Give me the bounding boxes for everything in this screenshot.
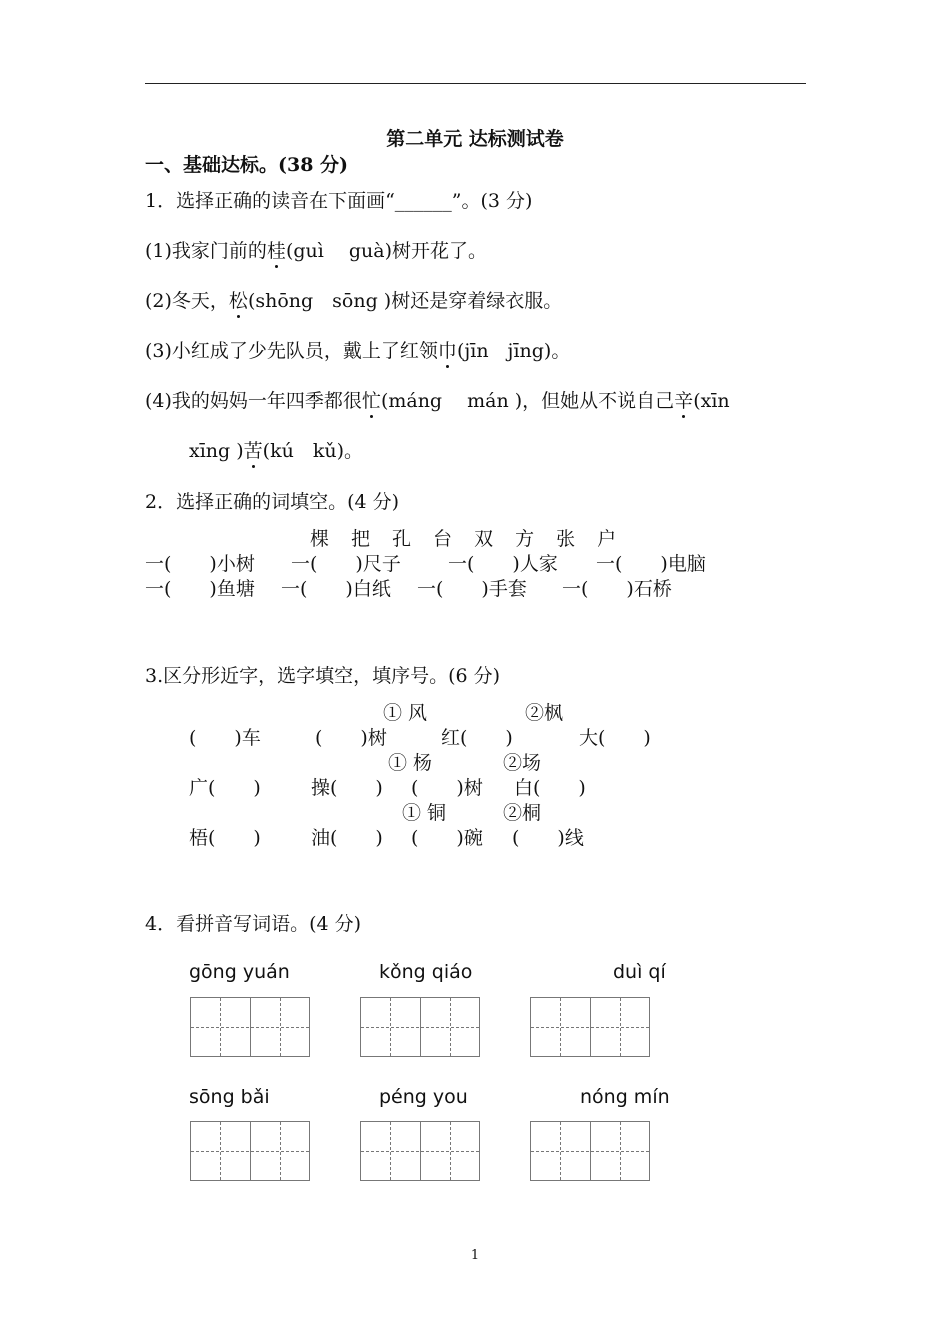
q2-word: 棵	[310, 528, 330, 550]
q1-item-5-pre: xīng )	[189, 440, 244, 462]
q1-item-2-post: (shōng sōng )树还是穿着绿衣服。	[247, 290, 563, 312]
q1-item-4-pre: (4)我的妈妈一年四季都很	[145, 390, 362, 412]
q3-options-1a: ① 风	[383, 702, 428, 724]
q3-options-2a: ① 杨	[388, 752, 433, 774]
q1-prompt: 1．选择正确的读音在下面画“______”。(3 分)	[145, 190, 533, 212]
q2-word: 台	[433, 528, 453, 550]
q2-prompt: 2．选择正确的词填空。(4 分)	[145, 491, 400, 513]
q3-blank: ( )树	[411, 777, 483, 799]
section-heading: 一、基础达标。(38 分)	[145, 154, 349, 176]
q3-blank: ( )车	[189, 727, 261, 749]
q4-pinyin: gōng yuán	[189, 961, 290, 983]
q3-blank: 梧( )	[189, 827, 261, 849]
q3-blank: ( )线	[512, 827, 584, 849]
page-number: 1	[470, 1248, 480, 1263]
q4-pinyin: péng you	[379, 1086, 468, 1108]
writing-grid[interactable]	[190, 997, 310, 1057]
q4-pinyin: kǒng qiáo	[379, 961, 473, 983]
q1-item-3-pre: (3)小红成了少先队员，戴上了红领	[145, 340, 438, 362]
q2-blank: 一( )白纸	[281, 578, 391, 600]
q3-options-3b: ②桐	[503, 802, 542, 824]
q1-item-4	[145, 386, 730, 413]
q2-blank: 一( )鱼塘	[145, 578, 255, 600]
q3-blank: 大( )	[579, 727, 651, 749]
q4-pinyin: duì qí	[613, 961, 666, 983]
q3-blank: 广( )	[189, 777, 261, 799]
q1-item-3-post: (jīn jīng)。	[456, 340, 571, 362]
q4-pinyin: sōng bǎi	[189, 1086, 270, 1108]
q1-item-5-dotted-char: 苦	[244, 436, 263, 463]
q2-word-bank	[310, 524, 638, 551]
q1-item-4-cont	[189, 436, 363, 463]
writing-grid[interactable]	[360, 997, 480, 1057]
q1-item-1-post: (guì guà)树开花了。	[285, 240, 488, 262]
q3-options-1b: ②枫	[525, 702, 564, 724]
q2-word: 户	[597, 528, 617, 550]
q1-item-4-dotted-char: 忙	[362, 386, 381, 413]
q2-blank: 一( )小树	[145, 553, 255, 575]
q1-item-4-mid: (máng mán )，但她从不说自己	[380, 390, 675, 412]
header-rule	[145, 83, 806, 84]
q2-word: 方	[515, 528, 535, 550]
q3-blank: ( )碗	[411, 827, 483, 849]
q1-item-4-post: (xīn	[693, 390, 730, 412]
q2-word: 把	[351, 528, 371, 550]
q3-blank: 操( )	[311, 777, 383, 799]
q2-blank: 一( )电脑	[596, 553, 706, 575]
q2-blank: 一( )人家	[448, 553, 558, 575]
q1-item-2-pre: (2)冬天，	[145, 290, 229, 312]
q2-blank: 一( )手套	[417, 578, 527, 600]
q3-options-3a: ① 铜	[402, 802, 447, 824]
q2-blank: 一( )石桥	[562, 578, 672, 600]
q1-item-3-dotted-char: 巾	[438, 336, 457, 363]
q1-item-4-dotted-char-2: 辛	[674, 386, 693, 413]
page-title: 第二单元 达标测试卷	[386, 128, 564, 150]
writing-grid[interactable]	[530, 1121, 650, 1181]
q1-item-3	[145, 336, 570, 363]
q1-item-5-post: (kú kǔ)。	[262, 440, 363, 462]
q2-word: 孔	[392, 528, 412, 550]
q3-prompt: 3.区分形近字，选字填空，填序号。(6 分)	[145, 665, 501, 687]
q1-item-2	[145, 286, 562, 313]
q2-word: 张	[556, 528, 576, 550]
writing-grid[interactable]	[530, 997, 650, 1057]
q2-blank: 一( )尺子	[291, 553, 401, 575]
writing-grid[interactable]	[190, 1121, 310, 1181]
writing-grid[interactable]	[360, 1121, 480, 1181]
q2-word: 双	[474, 528, 494, 550]
q4-pinyin: nóng mín	[580, 1086, 670, 1108]
q1-item-1-pre: (1)我家门前的	[145, 240, 267, 262]
q3-blank: 红( )	[441, 727, 513, 749]
q3-blank: 白( )	[514, 777, 586, 799]
q1-item-1	[145, 236, 487, 263]
q1-item-2-dotted-char: 松	[229, 286, 248, 313]
q3-blank: ( )树	[315, 727, 387, 749]
q1-item-1-dotted-char: 桂	[267, 236, 286, 263]
q3-options-2b: ②场	[503, 752, 542, 774]
q3-blank: 油( )	[311, 827, 383, 849]
q4-prompt: 4．看拼音写词语。(4 分)	[145, 913, 362, 935]
